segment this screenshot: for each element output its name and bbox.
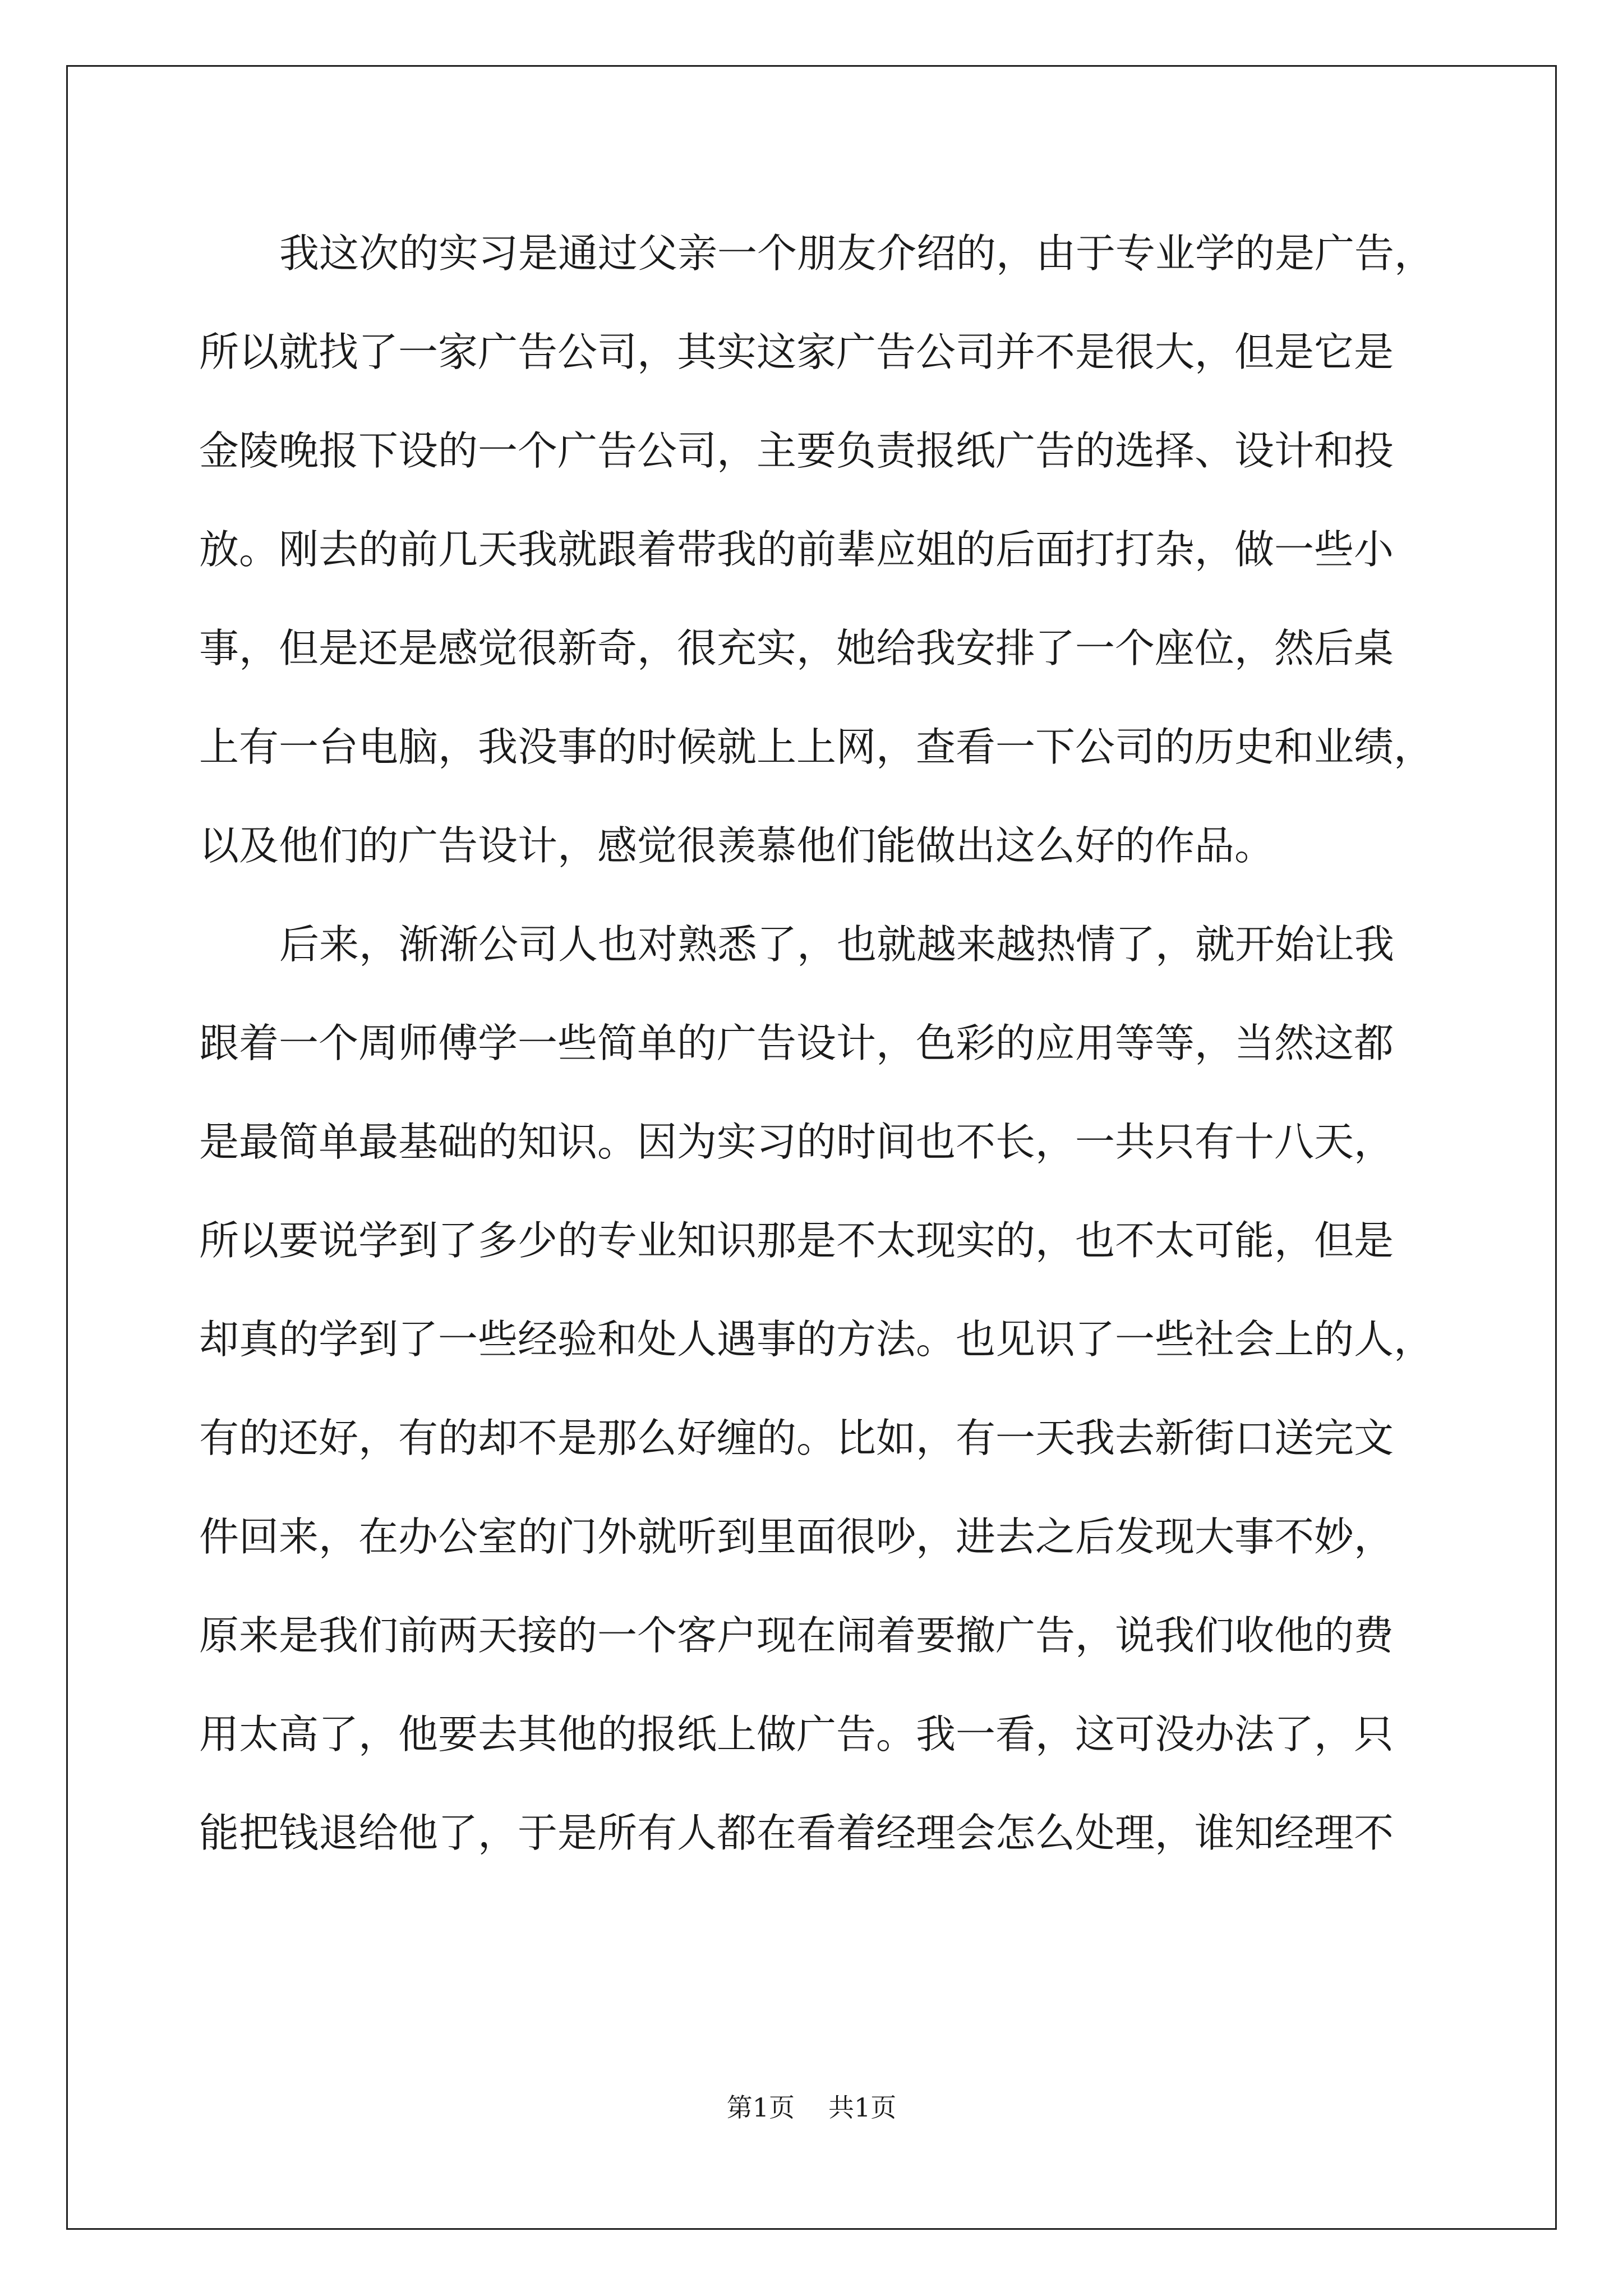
paragraph-line: 我这次的实习是通过父亲一个朋友介绍的，由于专业学的是广告， <box>279 230 1435 277</box>
paragraph-line: 上有一台电脑，我没事的时候就上上网，查看一下公司的历史和业绩， <box>199 724 1434 770</box>
paragraph-line: 放。刚去的前几天我就跟着带我的前辈应姐的后面打打杂，做一些小 <box>199 526 1394 573</box>
paragraph-line: 跟着一个周师傅学一些简单的广告设计，色彩的应用等等，当然这都 <box>199 1020 1394 1066</box>
paragraph-line: 所以就找了一家广告公司，其实这家广告公司并不是很大，但是它是 <box>199 329 1394 375</box>
paragraph-line: 有的还好，有的却不是那么好缠的。比如，有一天我去新街口送完文 <box>199 1415 1394 1461</box>
paragraph-line: 事，但是还是感觉很新奇，很充实，她给我安排了一个座位，然后桌 <box>199 625 1394 671</box>
paragraph-line: 原来是我们前两天接的一个客户现在闹着要撤广告，说我们收他的费 <box>199 1612 1394 1659</box>
paragraph-line: 能把钱退给他了，于是所有人都在看着经理会怎么处理，谁知经理不 <box>199 1810 1394 1856</box>
page-number-current: 第1页 <box>726 2092 795 2123</box>
page-footer <box>0 2092 1623 2123</box>
paragraph-line: 以及他们的广告设计，感觉很羡慕他们能做出这么好的作品。 <box>199 822 1275 869</box>
paragraph-line: 所以要说学到了多少的专业知识那是不太现实的，也不太可能，但是 <box>199 1217 1394 1264</box>
paragraph-line: 却真的学到了一些经验和处人遇事的方法。也见识了一些社会上的人， <box>199 1316 1434 1363</box>
document-body <box>199 222 1433 1900</box>
paragraph-line: 金陵晚报下设的一个广告公司，主要负责报纸广告的选择、设计和投 <box>199 427 1394 474</box>
paragraph-line: 后来，渐渐公司人也对熟悉了，也就越来越热情了，就开始让我 <box>279 921 1395 968</box>
paragraph-line: 用太高了，他要去其他的报纸上做广告。我一看，这可没办法了，只 <box>199 1711 1394 1757</box>
page-number-total: 共1页 <box>828 2092 897 2123</box>
paragraph-line: 是最简单最基础的知识。因为实习的时间也不长，一共只有十八天， <box>199 1119 1394 1165</box>
paragraph-line: 件回来，在办公室的门外就听到里面很吵，进去之后发现大事不妙， <box>199 1513 1394 1560</box>
